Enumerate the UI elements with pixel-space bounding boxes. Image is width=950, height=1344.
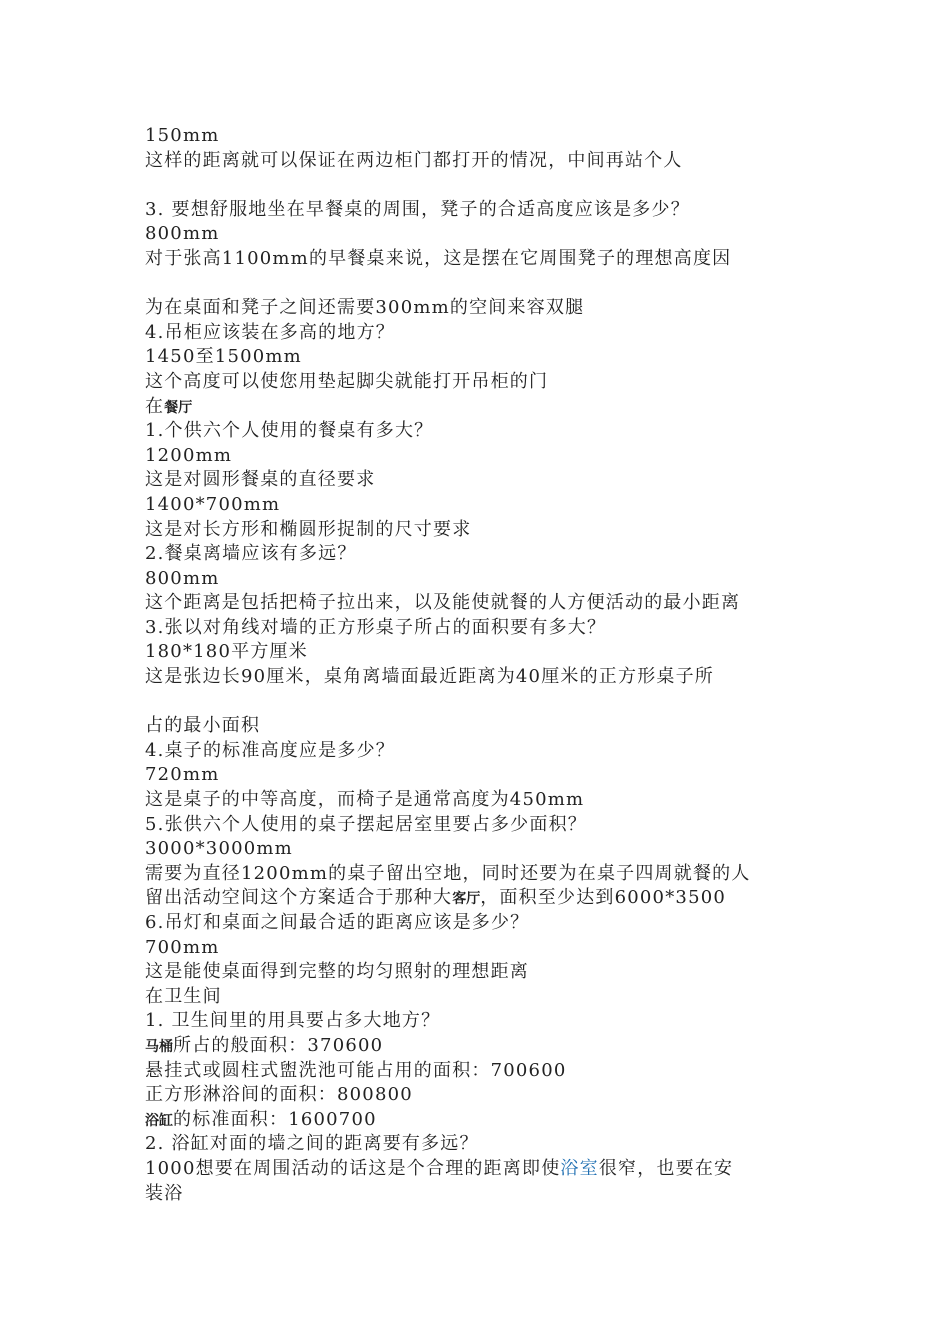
answer-line: 1200mm xyxy=(145,444,233,466)
text-line: 占的最小面积 xyxy=(145,715,261,737)
question-line: 4.吊柜应该装在多高的地方？ xyxy=(145,321,395,343)
text-line: 这是对圆形餐桌的直径要求 xyxy=(145,469,376,491)
term-bathtub: 浴缸 xyxy=(145,1112,173,1129)
text-line: 装浴 xyxy=(145,1182,184,1204)
question-line: 1. 卫生间里的用具要占多大地方？ xyxy=(145,1010,441,1032)
text-line xyxy=(145,886,825,911)
text-line xyxy=(145,1157,825,1182)
section-prefix: 在 xyxy=(145,395,165,417)
question-line: 3.张以对角线对墙的正方形桌子所占的面积要有多大？ xyxy=(145,616,607,638)
text-segment: 的标准面积：1600700 xyxy=(173,1108,377,1130)
text-segment: 很窄，也要在安 xyxy=(598,1157,734,1179)
answer-line: 3000*3000mm xyxy=(145,838,293,860)
document-body xyxy=(145,124,825,1206)
blank-line xyxy=(145,690,825,715)
blank-line xyxy=(145,272,825,297)
answer-line: 800mm xyxy=(145,223,220,245)
text-line: 这是能使桌面得到完整的均匀照射的理想距离 xyxy=(145,961,529,983)
section-heading-dining xyxy=(145,395,825,420)
text-line: 150mm xyxy=(145,125,220,146)
question-line: 5.张供六个人使用的桌子摆起居室里要占多少面积？ xyxy=(145,813,587,835)
text-segment: 留出活动空间这个方案适合于那种大 xyxy=(145,887,453,909)
answer-line: 800mm xyxy=(145,567,220,589)
answer-line: 700mm xyxy=(145,936,220,958)
text-segment: 所占的般面积：370600 xyxy=(173,1034,384,1056)
text-line: 为在桌面和凳子之间还需要300mm的空间来容双腿 xyxy=(145,297,585,319)
term-dining-room: 餐厅 xyxy=(164,399,193,416)
text-line: 这样的距离就可以保证在两边柜门都打开的情况，中间再站个人 xyxy=(145,149,683,171)
text-line: 这是桌子的中等高度，而椅子是通常高度为450mm xyxy=(145,789,585,811)
question-line: 3. 要想舒服地坐在早餐桌的周围，凳子的合适高度应该是多少？ xyxy=(145,198,690,220)
question-line: 2.餐桌离墙应该有多远？ xyxy=(145,543,357,565)
text-line: 正方形淋浴间的面积：800800 xyxy=(145,1084,413,1106)
bathroom-link[interactable]: 浴室 xyxy=(560,1157,599,1179)
text-line: 这个高度可以使您用垫起脚尖就能打开吊柜的门 xyxy=(145,370,549,392)
question-line: 6.吊灯和桌面之间最合适的距离应该是多少？ xyxy=(145,912,530,933)
text-line: 需要为直径1200mm的桌子留出空地，同时还要为在桌子四周就餐的人 xyxy=(145,862,751,884)
answer-line: 1400*700mm xyxy=(145,493,281,515)
answer-line: 720mm xyxy=(145,764,220,786)
question-line: 2. 浴缸对面的墙之间的距离要有多远？ xyxy=(145,1133,479,1155)
text-line: 这是张边长90厘米，桌角离墙面最近距离为40厘米的正方形桌子所 xyxy=(145,666,715,688)
text-line: 这个距离是包括把椅子拉出来，以及能使就餐的人方便活动的最小距离 xyxy=(145,592,741,614)
term-living-room: 客厅 xyxy=(452,891,481,908)
text-segment: 1000想要在周围活动的话这是个合理的距离即使 xyxy=(145,1157,561,1179)
text-line xyxy=(145,1108,825,1133)
section-heading-bathroom: 在卫生间 xyxy=(145,985,222,1007)
question-line: 4.桌子的标准高度应是多少？ xyxy=(145,739,395,761)
term-toilet: 马桶 xyxy=(145,1038,173,1055)
text-segment: ，面积至少达到6000*3500 xyxy=(480,887,727,909)
blank-line xyxy=(145,173,825,198)
text-line: 这是对长方形和椭圆形捉制的尺寸要求 xyxy=(145,518,472,540)
text-line: 对于张高1100mm的早餐桌来说，这是摆在它周围凳子的理想高度因 xyxy=(145,247,732,269)
text-line: 悬挂式或圆柱式盥洗池可能占用的面积：700600 xyxy=(145,1059,567,1081)
answer-line: 1450至1500mm xyxy=(145,346,302,368)
text-line xyxy=(145,1034,825,1059)
question-line: 1.个供六个人使用的餐桌有多大？ xyxy=(145,420,434,442)
answer-line: 180*180平方厘米 xyxy=(145,641,308,663)
